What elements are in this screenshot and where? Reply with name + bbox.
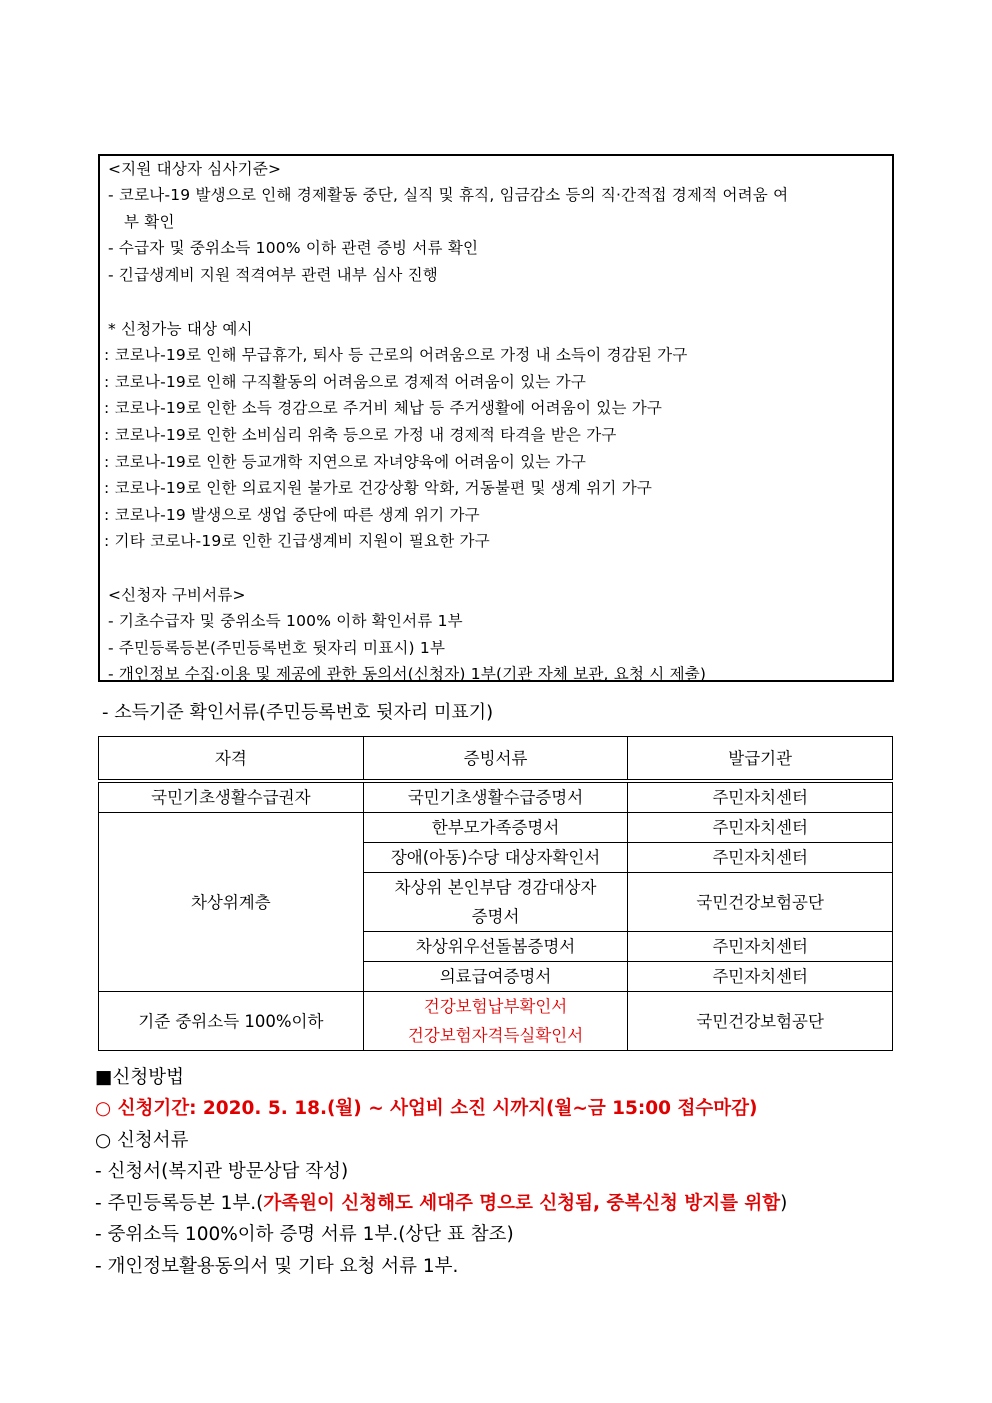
table-row [99, 781, 893, 813]
example-line: : 코로나-19로 인한 소비심리 위축 등으로 가정 내 경제적 타격을 받은 가구 [104, 426, 617, 444]
doc-item: - 개인정보활용동의서 및 기타 요청 서류 1부. [95, 1256, 459, 1277]
header-document: 증빙서류 [363, 737, 628, 782]
agency-cell: 국민건강보험공단 [628, 992, 893, 1051]
doc-item-text: - 주민등록등본 1부.( [95, 1193, 264, 1214]
agency-cell: 주민자치센터 [628, 781, 893, 813]
doc-item [95, 1189, 787, 1215]
example-line: : 기타 코로나-19로 인한 긴급생계비 지원이 필요한 가구 [104, 532, 490, 550]
example-line: : 코로나-19로 인해 무급휴가, 퇴사 등 근로의 어려움으로 가정 내 소득이 경감된 가구 [104, 346, 688, 364]
table-header-row [99, 737, 893, 782]
agency-cell: 주민자치센터 [628, 932, 893, 962]
criteria-line: - 긴급생계비 지원 적격여부 관련 내부 심사 진행 [108, 266, 438, 284]
document-cell: 차상위우선돌봄증명서 [363, 932, 628, 962]
agency-cell: 주민자치센터 [628, 843, 893, 873]
header-agency: 발급기관 [628, 737, 893, 782]
criteria-line: - 코로나-19 발생으로 인해 경제활동 중단, 실직 및 휴직, 임금감소 등의 직·간적접 경제적 어려움 여 [108, 186, 789, 204]
doc-item-emphasis: 가족원이 신청해도 세대주 명으로 신청됨, 중복신청 방지를 위함 [263, 1193, 781, 1214]
example-line: : 코로나-19로 인한 의료지원 불가로 건강상황 악화, 거동불편 및 생계 위기 가구 [104, 479, 653, 497]
document-cell: 장애(아동)수당 대상자확인서 [363, 843, 628, 873]
doc-item: - 중위소득 100%이하 증명 서류 1부.(상단 표 참조) [95, 1224, 514, 1245]
example-line: : 코로나-19로 인해 구직활동의 어려움으로 경제적 어려움이 있는 가구 [104, 373, 587, 391]
document-line: 증명서 [471, 907, 520, 926]
agency-cell: 국민건강보험공단 [628, 873, 893, 932]
criteria-line: - 수급자 및 중위소득 100% 이하 관련 증빙 서류 확인 [108, 239, 479, 257]
required-doc-line: - 개인정보 수집·이용 및 제공에 관한 동의서(신청자) 1부(기관 자체 보관, 요청 시 제출) [108, 665, 707, 683]
agency-cell: 주민자치센터 [628, 813, 893, 843]
example-line: : 코로나-19 발생으로 생업 중단에 따른 생계 위기 가구 [104, 506, 480, 524]
document-cell: 한부모가족증명서 [363, 813, 628, 843]
document-cell [363, 992, 628, 1051]
examples-heading: * 신청가능 대상 예시 [108, 320, 253, 338]
required-doc-line: - 기초수급자 및 중위소득 100% 이하 확인서류 1부 [108, 612, 463, 630]
income-docs-table [98, 736, 893, 1051]
document-line: 차상위 본인부담 경감대상자 [394, 878, 597, 897]
document-cell: 의료급여증명서 [363, 962, 628, 992]
method-heading: ■신청방법 [95, 1067, 184, 1088]
qualification-cell: 국민기초생활수급권자 [99, 781, 364, 813]
qualification-cell: 기준 중위소득 100%이하 [99, 992, 364, 1051]
document-cell: 국민기초생활수급증명서 [363, 781, 628, 813]
example-line: : 코로나-19로 인한 소득 경감으로 주거비 체납 등 주거생활에 어려움이 있는 가구 [104, 399, 663, 417]
criteria-line: 부 확인 [124, 213, 175, 231]
qualification-cell: 차상위계층 [99, 813, 364, 992]
header-qualification: 자격 [99, 737, 364, 782]
document-line: 건강보험납부확인서 [423, 997, 568, 1016]
doc-item: - 신청서(복지관 방문상담 작성) [95, 1161, 349, 1182]
application-period: ○ 신청기간: 2020. 5. 18.(월) ~ 사업비 소진 시까지(월~금 15:00 접수마감) [95, 1098, 758, 1119]
document-line: 건강보험자격득실확인서 [407, 1026, 584, 1045]
agency-cell: 주민자치센터 [628, 962, 893, 992]
example-line: : 코로나-19로 인한 등교개학 지연으로 자녀양육에 어려움이 있는 가구 [104, 453, 587, 471]
income-section-title: - 소득기준 확인서류(주민등록번호 뒷자리 미표기) [102, 702, 494, 723]
table-row [99, 992, 893, 1051]
doc-item-text: ) [780, 1193, 788, 1214]
table-row [99, 813, 893, 843]
document-cell [363, 873, 628, 932]
required-docs-heading: <신청자 구비서류> [108, 586, 246, 604]
docs-heading: ○ 신청서류 [95, 1130, 189, 1151]
criteria-box [98, 154, 894, 682]
required-doc-line: - 주민등록등본(주민등록번호 뒷자리 미표시) 1부 [108, 639, 446, 657]
criteria-heading: <지원 대상자 심사기준> [108, 160, 282, 178]
